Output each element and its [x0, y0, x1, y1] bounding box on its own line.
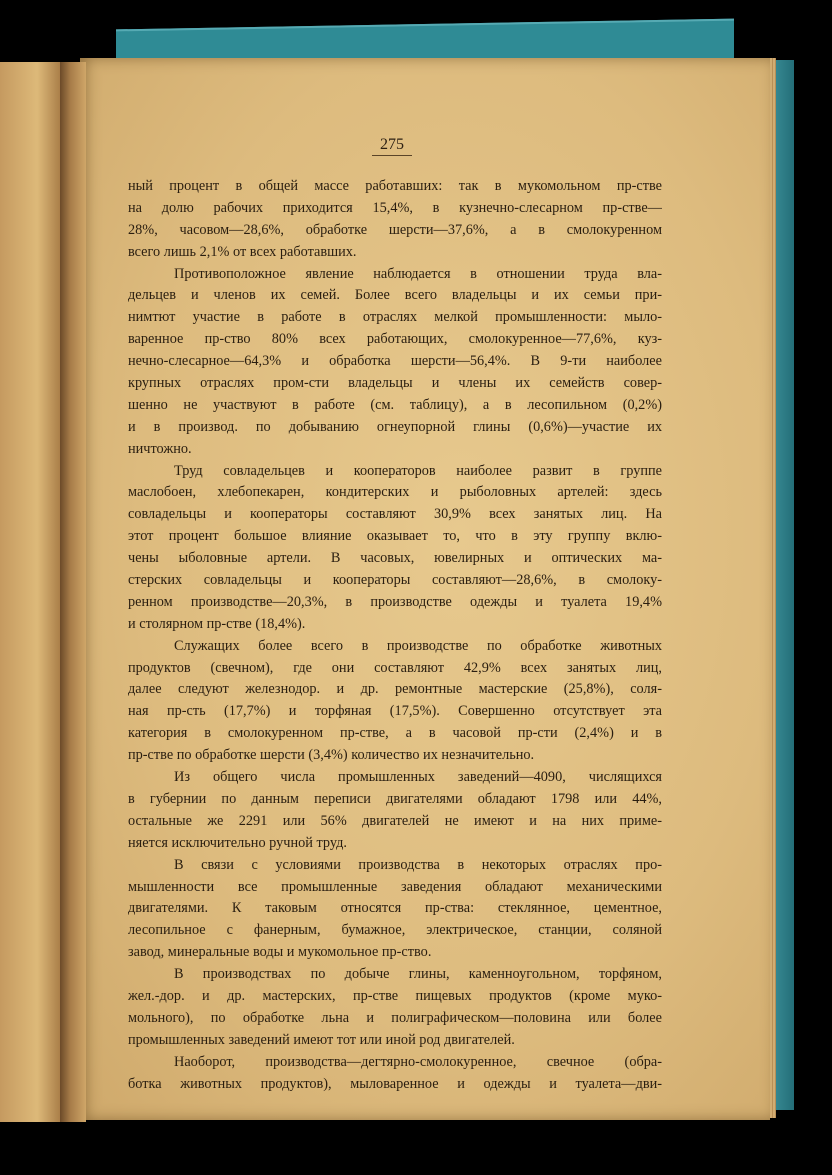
text-line: этот процент большое влияние оказывает то, что в эту группу вклю-: [128, 528, 662, 545]
text-line: ный процент в общей массе работавших: так в мукомольном пр-стве: [128, 178, 662, 194]
text-line: продуктов (свечном), где они составляют 42,9% всех занятых лиц,: [128, 659, 662, 676]
text-line: всего лишь 2,1% от всех работавших.: [128, 243, 357, 260]
text-line: варенное пр-ство 80% всех работающих, смолокуренное—77,6%, куз-: [128, 331, 662, 348]
book-gutter: [60, 62, 86, 1122]
text-line: 28%, часовом—28,6%, обработке шерсти—37,6%, а в смолокуренном: [128, 221, 662, 238]
text-line: двигателями. К таковым относятся пр-ства: стеклянное, цементное,: [128, 900, 662, 917]
text-line: шенно не участвуют в работе (см. таблицу), а в лесопильном (0,2%): [128, 396, 662, 413]
text-line: промышленных заведений имеют тот или иной род двигателей.: [128, 1031, 515, 1048]
text-line: лесопильное с фанерным, бумажное, электрическое, станции, соляной: [128, 922, 662, 939]
text-line: и в производ. по добыванию огнеупорной глины (0,6%)—участие их: [128, 418, 662, 435]
text-line: нечно-слесарное—64,3% и обработка шерсти—56,4%. В 9-ти наиболее: [128, 353, 662, 370]
text-line: Противоположное явление наблюдается в отношении труда вла-: [174, 265, 662, 282]
text-line: остальные же 2291 или 56% двигателей не имеют и на них приме-: [128, 812, 662, 829]
text-line: дельцев и членов их семей. Более всего владельцы и их семьи при-: [128, 287, 662, 304]
text-line: в губернии по данным переписи двигателями обладают 1798 или 44%,: [128, 790, 662, 807]
text-line: Из общего числа промышленных заведений—4090, числящихся: [174, 769, 662, 786]
text-line: маслобоен, хлебопекарен, кондитерских и рыболовных артелей: здесь: [128, 484, 662, 501]
text-line: ничтожно.: [128, 440, 192, 457]
text-line: В производствах по добыче глины, каменноугольном, торфяном,: [174, 966, 662, 983]
text-line: мышленности все промышленные заведения обладают механическими: [128, 878, 662, 895]
text-line: пр-стве по обработке шерсти (3,4%) количество их незначительно.: [128, 747, 535, 764]
text-line: ботка животных продуктов), мыловаренное и одежды и туалета—дви-: [128, 1075, 662, 1092]
text-line: В связи с условиями производства в некоторых отраслях про-: [174, 856, 662, 873]
text-line: и столярном пр-стве (18,4%).: [128, 615, 306, 632]
text-line: няется исключительно ручной труд.: [128, 834, 347, 851]
text-line: нимтют участие в работе в отраслях мелкой промышленности: мыло-: [128, 309, 662, 326]
text-line: завод, минеральные воды и мукомольное пр-ство.: [128, 944, 432, 961]
text-line: Труд совладельцев и кооператоров наиболее развит в группе: [174, 462, 662, 479]
text-line: категория в смолокуренном пр-стве, а в часовой пр-сти (2,4%) и в: [128, 725, 662, 742]
text-line: стерских совладельцы и кооператоры составляют—28,6%, в смолоку-: [128, 572, 662, 589]
text-line: мольного), по обработке льна и полиграфическом—половина или более: [128, 1009, 662, 1026]
body-text: [128, 176, 662, 1095]
text-line: Служащих более всего в производстве по обработке животных: [174, 637, 662, 654]
text-line: Наоборот, производства—дегтярно-смолокуренное, свечное (обра-: [174, 1053, 662, 1070]
text-line: далее следуют железнодор. и др. ремонтные мастерские (25,8%), соля-: [128, 681, 662, 698]
text-line: ренном производстве—20,3%, в производстве одежды и туалета 19,4%: [128, 593, 662, 610]
left-page-edge: [0, 62, 64, 1122]
text-line: чены ыболовные артели. В часовых, ювелирных и оптических ма-: [128, 550, 662, 567]
text-line: крупных отраслях пром-сти владельцы и члены их семейств совер-: [128, 375, 662, 392]
text-line: на долю рабочих приходится 15,4%, в кузнечно-слесарном пр-стве—: [128, 199, 662, 216]
page-number: 275: [372, 136, 412, 156]
text-line: жел.-дор. и др. мастерских, пр-стве пищевых продуктов (кроме муко-: [128, 987, 662, 1004]
text-line: совладельцы и кооператоры составляют 30,9% всех занятых лиц. На: [128, 506, 662, 523]
text-line: ная пр-сть (17,7%) и торфяная (17,5%). Совершенно отсутствует эта: [128, 703, 662, 720]
